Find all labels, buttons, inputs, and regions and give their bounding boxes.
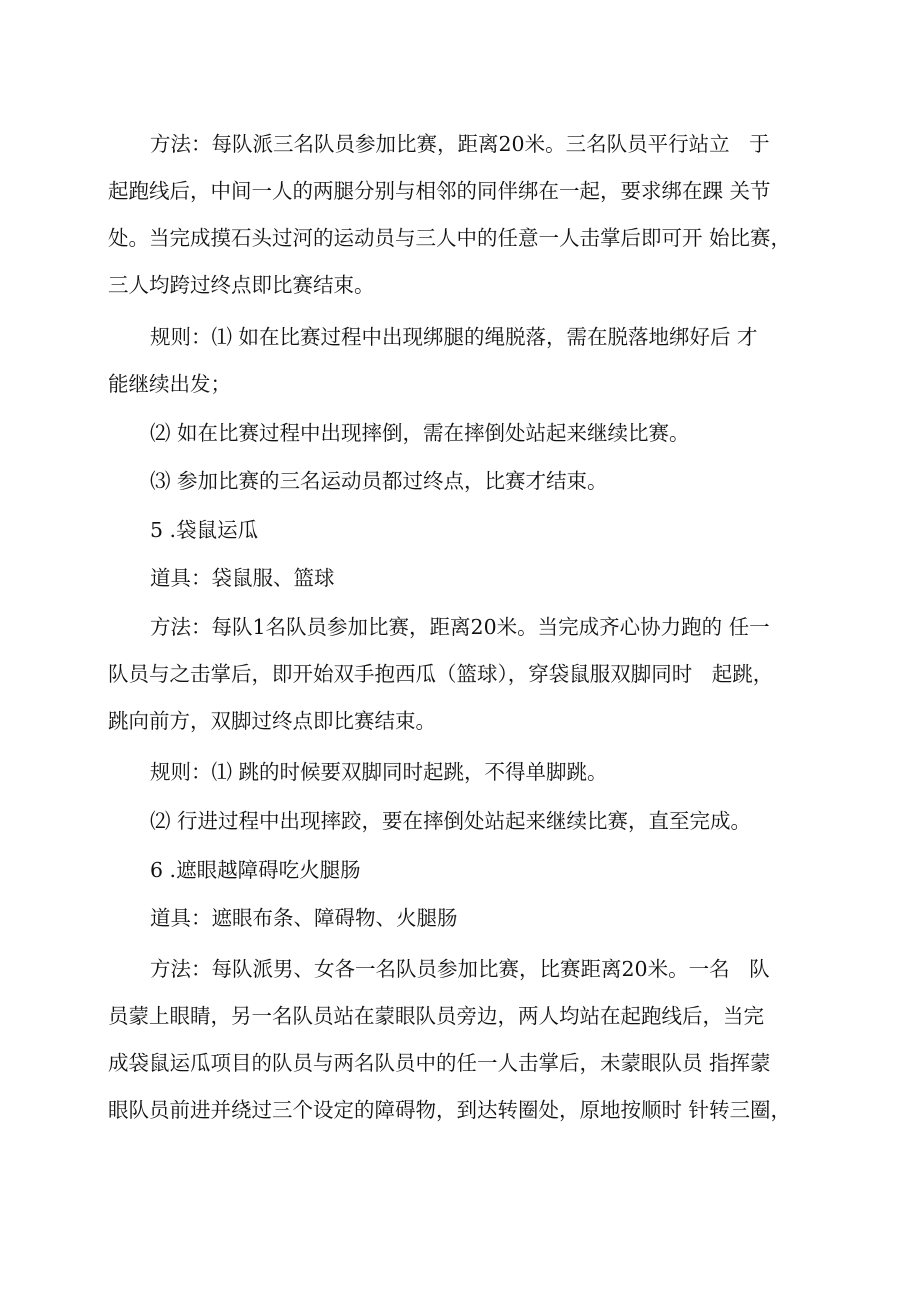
- text-line: ⑵ 如在比赛过程中出现摔倒，需在摔倒处站起来继续比赛。: [150, 421, 690, 445]
- text-line: 道具：遮眼布条、障碍物、火腿肠: [150, 906, 458, 930]
- text-line: 方法：每队派三名队员参加比赛，距离20米。三名队员平行站立 于: [150, 132, 770, 156]
- text-line: 道具：袋鼠服、篮球: [150, 566, 335, 590]
- text-line: 起跑线后，中间一人的两腿分别与相邻的同伴绑在一起，要求绑在踝 关节: [108, 179, 771, 203]
- text-line: ⑶ 参加比赛的三名运动员都过终点，比赛才结束。: [150, 469, 608, 493]
- text-line: 规则：⑴ 如在比赛过程中出现绑腿的绳脱落，需在脱落地绑好后 才: [150, 325, 758, 349]
- section-heading: 5 .袋鼠运瓜: [150, 518, 259, 542]
- text-line: 员蒙上眼睛，另一名队员站在蒙眼队员旁边，两人均站在起跑线后，当完: [108, 1004, 764, 1028]
- text-line: ⑵ 行进过程中出现摔跤，要在摔倒处站起来继续比赛，直至完成。: [150, 809, 752, 833]
- text-line: 方法：每队派男、女各一名队员参加比赛，比赛距离20米。一名 队: [150, 957, 770, 981]
- text-line: 眼队员前进并绕过三个设定的障碍物，到达转圈处，原地按顺时 针转三圈，: [108, 1098, 792, 1122]
- text-line: 三人均跨过终点即比赛结束。: [108, 273, 375, 297]
- text-line: 跳向前方，双脚过终点即比赛结束。: [108, 709, 436, 733]
- text-line: 规则：⑴ 跳的时候要双脚同时起跳，不得单脚跳。: [150, 760, 608, 784]
- text-line: 方法：每队1名队员参加比赛，距离20米。当完成齐心协力跑的 任一: [150, 615, 770, 639]
- text-line: 队员与之击掌后，即开始双手抱西瓜（篮球），穿袋鼠服双脚同时 起跳，: [108, 662, 774, 686]
- text-line: 能继续出发；: [108, 372, 231, 396]
- section-heading: 6 .遮眼越障碍吃火腿肠: [150, 858, 361, 882]
- text-line: 成袋鼠运瓜项目的队员与两名队员中的任一人击掌后，未蒙眼队员 指挥蒙: [108, 1051, 771, 1075]
- text-line: 处。当完成摸石头过河的运动员与三人中的任意一人击掌后即可开 始比赛，: [108, 226, 792, 250]
